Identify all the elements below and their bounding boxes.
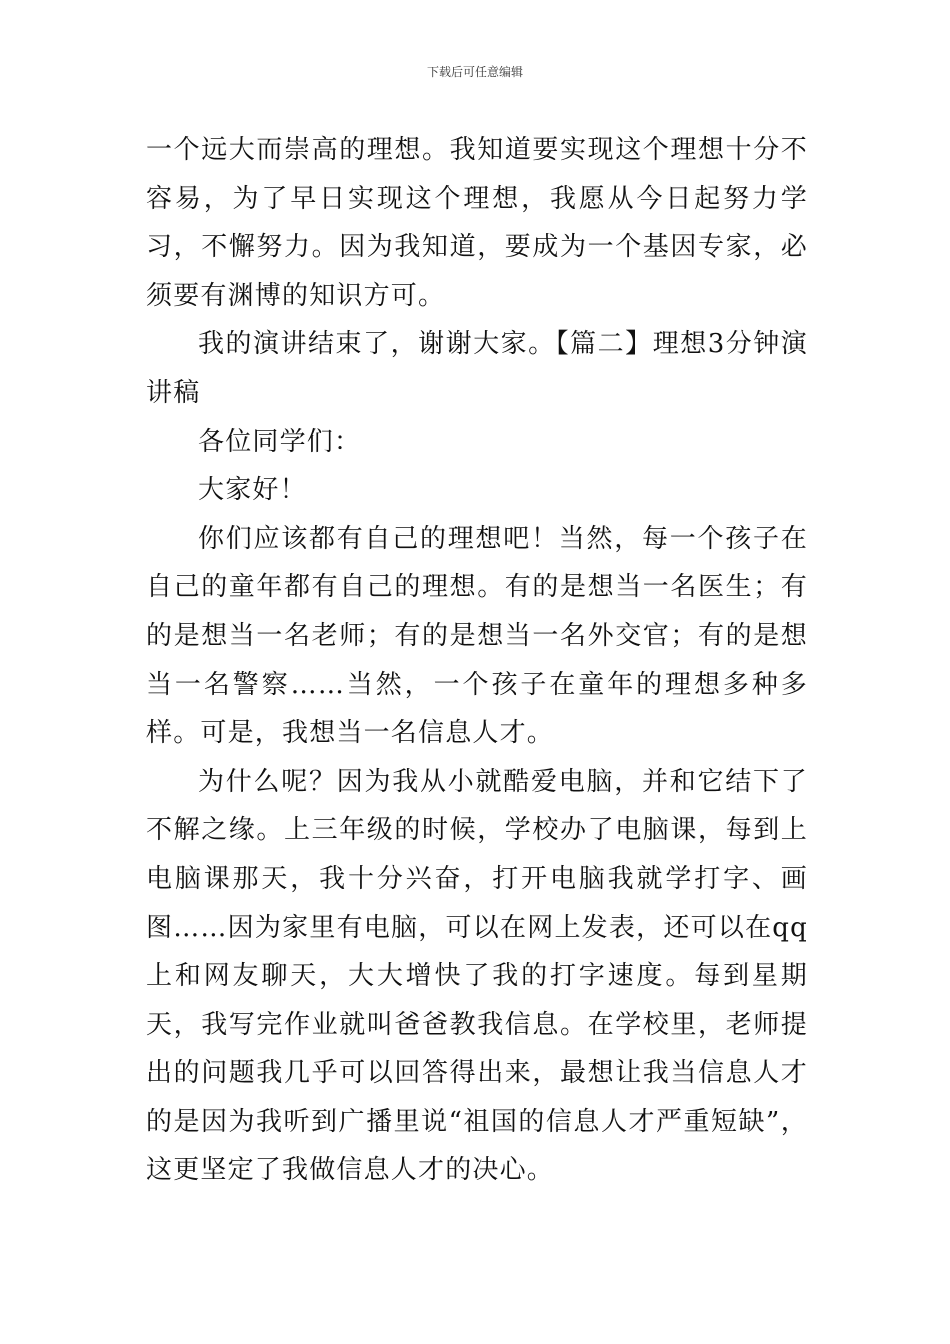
paragraph-5: 你们应该都有自己的理想吧！当然，每一个孩子在自己的童年都有自己的理想。有的是想当一名医生；有的是想当一名老师；有的是想当一名外交官；有的是想当一名警察……当然，一个孩子在童年的理想多种多样。可是，我想当一名信息人才。 (146, 523, 808, 749)
page-header-note: 下载后可任意编辑 (426, 65, 523, 79)
paragraph-1: 一个远大而崇高的理想。我知道要实现这个理想十分不容易，为了早日实现这个理想，我愿从今日起努力学习，不懈努力。因为我知道，要成为一个基因专家，必须要有渊博的知识方可。 (146, 135, 808, 311)
paragraph-3: 各位同学们： (198, 426, 362, 457)
paragraph-2: 我的演讲结束了，谢谢大家。【篇二】理想3分钟演讲稿 (146, 329, 808, 408)
paragraph-4: 大家好！ (198, 475, 307, 506)
paragraph-6: 为什么呢？因为我从小就酷爱电脑，并和它结下了不解之缘。上三年级的时候，学校办了电脑课，每到上电脑课那天，我十分兴奋，打开电脑我就学打字、画图……因为家里有电脑，可以在网上发表，还可以在qq上和网友聊天，大大增快了我的打字速度。每到星期天，我写完作业就叫爸爸教我信息。在学校里，老师提出的问题我几乎可以回答得出来，最想让我当信息人才的是因为我听到广播里说“祖国的信息人才严重短缺”，这更坚定了我做信息人才的决心。 (146, 766, 808, 1186)
document-body (146, 126, 808, 1195)
